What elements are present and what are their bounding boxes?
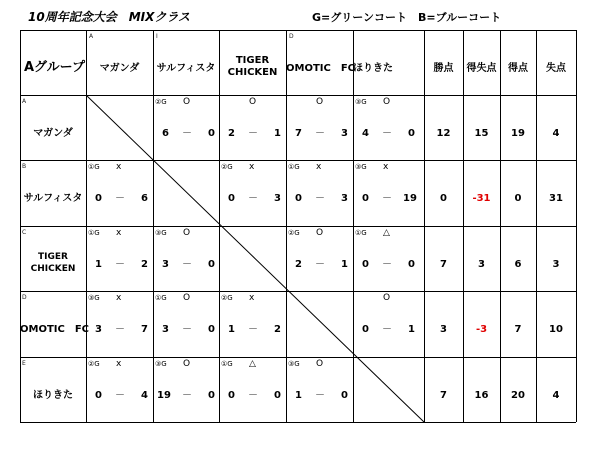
stat-points: 7 (440, 259, 447, 270)
row-corner-label: A (22, 98, 27, 105)
score-right: 1 (341, 259, 348, 270)
stats-header: 得点 (508, 63, 528, 74)
score-dash: － (182, 128, 192, 139)
court-tag: ②G (288, 229, 300, 237)
score-right: 6 (141, 193, 148, 204)
result-mark: O (183, 359, 191, 369)
court-tag: ②G (221, 163, 233, 171)
result-mark: O (183, 293, 191, 303)
result-mark: O (183, 97, 191, 107)
score-right: 19 (403, 193, 417, 204)
score-dash: － (382, 128, 392, 139)
score-dash: － (315, 390, 325, 401)
score-dash: － (182, 390, 192, 401)
score-dash: － (248, 128, 258, 139)
score-right: 1 (274, 128, 281, 139)
score-dash: － (182, 259, 192, 270)
stat-diff: -3 (475, 324, 488, 335)
result-mark: x (316, 162, 322, 172)
court-tag: ③G (155, 229, 167, 237)
score-right: 7 (141, 324, 148, 335)
court-tag: ②G (88, 360, 100, 368)
group-label: Aグループ (24, 60, 86, 75)
score-right: 1 (408, 324, 415, 335)
row-team-name: マガンダ (33, 128, 73, 139)
score-left: 0 (295, 193, 302, 204)
row-team-name: ほりきた (33, 390, 73, 401)
score-dash: － (182, 324, 192, 335)
score-left: 2 (228, 128, 235, 139)
score-left: 0 (95, 193, 102, 204)
stat-points: 12 (436, 128, 451, 139)
score-left: 0 (95, 390, 102, 401)
stat-ga: 4 (552, 390, 560, 401)
stats-header: 勝点 (433, 63, 454, 74)
score-left: 4 (362, 128, 369, 139)
score-right: 0 (408, 259, 415, 270)
stat-gf: 0 (514, 193, 522, 204)
score-left: 1 (295, 390, 302, 401)
score-left: 6 (162, 128, 169, 139)
diagonal-line (86, 95, 424, 422)
row-corner-label: E (22, 360, 26, 367)
row-corner-label: D (22, 294, 27, 301)
column-header-team: サルフィスタ (156, 63, 216, 74)
court-tag: ③G (288, 360, 300, 368)
stat-gf: 7 (514, 324, 522, 335)
score-left: 19 (157, 390, 171, 401)
score-right: 0 (408, 128, 415, 139)
column-header-team: マガンダ (99, 63, 140, 74)
court-tag: ①G (288, 163, 300, 171)
score-left: 3 (95, 324, 102, 335)
stat-diff: -31 (472, 193, 491, 204)
stat-points: 7 (440, 390, 447, 401)
stats-header: 失点 (546, 63, 566, 74)
result-mark: O (316, 359, 324, 369)
stat-ga: 10 (549, 324, 563, 335)
score-left: 0 (228, 193, 235, 204)
court-tag: ①G (88, 163, 100, 171)
stats-header: 得失点 (466, 63, 497, 74)
result-mark: x (116, 228, 122, 238)
column-corner-label: D (289, 33, 294, 40)
score-dash: － (382, 193, 392, 204)
score-left: 0 (362, 324, 369, 335)
score-dash: － (115, 259, 125, 270)
court-tag: ③G (88, 294, 100, 302)
score-right: 0 (208, 259, 215, 270)
court-legend: G=グリーンコート B=ブルーコート (312, 11, 502, 24)
row-corner-label: C (22, 229, 27, 236)
stat-points: 3 (440, 324, 447, 335)
score-right: 3 (341, 193, 348, 204)
column-header-team: ほりきた (353, 63, 393, 74)
column-corner-label: A (89, 33, 94, 40)
court-tag: ①G (221, 360, 233, 368)
score-dash: － (248, 324, 258, 335)
result-mark: △ (249, 359, 256, 369)
stat-gf: 19 (511, 128, 525, 139)
stat-gf: 6 (514, 259, 522, 270)
stat-gf: 20 (511, 390, 525, 401)
score-dash: － (382, 324, 392, 335)
stat-ga: 3 (552, 259, 560, 270)
score-right: 4 (141, 390, 148, 401)
stat-diff: 16 (474, 390, 489, 401)
row-corner-label: B (22, 163, 27, 170)
score-dash: － (315, 193, 325, 204)
score-dash: － (115, 193, 125, 204)
page-title: 10周年記念大会 MIXクラス (28, 10, 190, 24)
court-tag: ③G (355, 163, 367, 171)
court-tag: ①G (355, 229, 367, 237)
result-mark: x (249, 162, 255, 172)
stat-diff: 3 (478, 259, 485, 270)
stat-diff: 15 (474, 128, 489, 139)
result-mark: x (116, 359, 122, 369)
score-right: 0 (341, 390, 348, 401)
result-mark: O (183, 228, 191, 238)
score-right: 0 (208, 324, 215, 335)
score-left: 0 (362, 193, 369, 204)
result-mark: x (116, 293, 122, 303)
score-right: 2 (141, 259, 148, 270)
score-dash: － (248, 390, 258, 401)
score-left: 1 (95, 259, 102, 270)
result-mark: O (249, 97, 257, 107)
score-dash: － (115, 390, 125, 401)
result-mark: △ (383, 228, 390, 238)
score-left: 1 (228, 324, 235, 335)
result-mark: x (116, 162, 122, 172)
column-corner-label: I (156, 33, 158, 40)
score-dash: － (315, 128, 325, 139)
stat-points: 0 (440, 193, 447, 204)
court-tag: ②G (221, 294, 233, 302)
result-mark: x (383, 162, 389, 172)
score-left: 0 (362, 259, 369, 270)
row-team-name: OMOTIC FC (20, 324, 90, 335)
score-right: 2 (274, 324, 281, 335)
court-tag: ③G (155, 360, 167, 368)
result-mark: x (249, 293, 255, 303)
score-right: 3 (274, 193, 281, 204)
court-tag: ①G (155, 294, 167, 302)
score-right: 0 (208, 128, 215, 139)
score-left: 2 (295, 259, 302, 270)
column-header-team: TIGER CHICKEN (227, 55, 278, 78)
score-dash: － (115, 324, 125, 335)
row-team-name: サルフィスタ (23, 193, 83, 204)
result-mark: O (383, 97, 391, 107)
score-left: 7 (295, 128, 302, 139)
score-right: 0 (274, 390, 281, 401)
score-right: 0 (208, 390, 215, 401)
court-tag: ②G (155, 98, 167, 106)
score-right: 3 (341, 128, 348, 139)
score-left: 3 (162, 259, 169, 270)
stat-ga: 4 (552, 128, 560, 139)
stat-ga: 31 (549, 193, 563, 204)
score-dash: － (315, 259, 325, 270)
score-dash: － (382, 259, 392, 270)
row-team-name: TIGER CHICKEN (30, 252, 76, 274)
result-mark: O (383, 293, 391, 303)
result-mark: O (316, 97, 324, 107)
court-tag: ③G (355, 98, 367, 106)
score-left: 3 (162, 324, 169, 335)
court-tag: ①G (88, 229, 100, 237)
result-mark: O (316, 228, 324, 238)
column-header-team: OMOTIC FC (286, 63, 356, 74)
score-dash: － (248, 193, 258, 204)
score-left: 0 (228, 390, 235, 401)
